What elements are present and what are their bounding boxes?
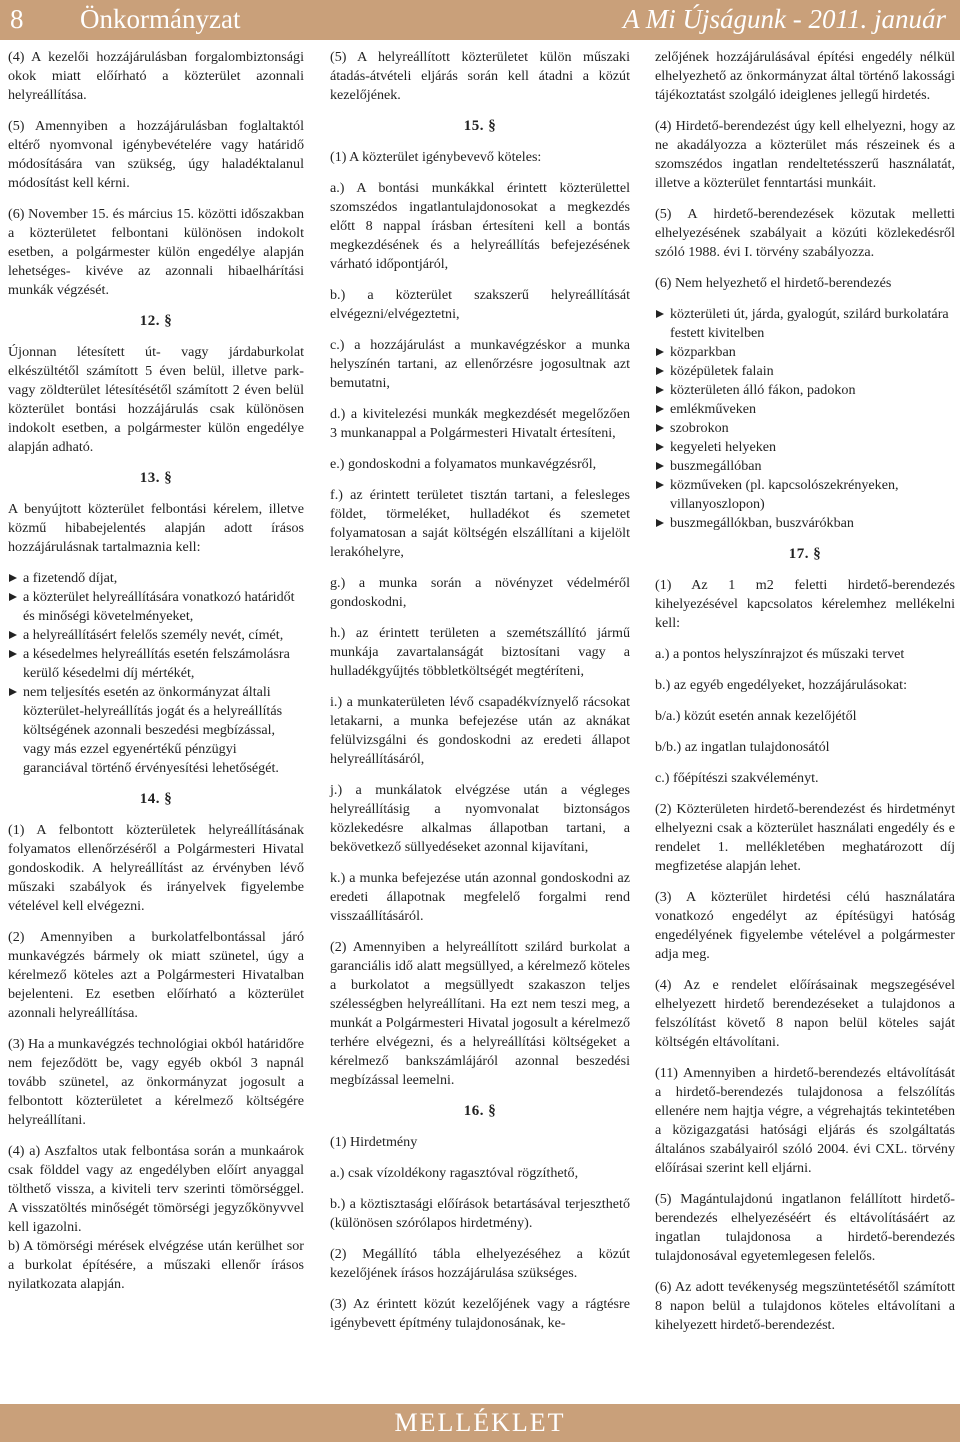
paragraph: (3) Az érintett közút kezelőjének vagy a rágtésre igénybevett építmény tulajdonosának, ke- [330,1296,630,1331]
section-heading-13: 13. § [139,470,173,486]
footer-label: MELLÉKLET [394,1408,566,1437]
list-item: szobrokon [655,419,955,438]
paragraph: e.) gondoskodni a folyamatos munkavégzésről, [330,456,597,472]
paragraph: j.) a munkálatok elvégzése után a végleges helyreállításig a nyomvonalat biztonságos közlekedésre alkalmas állapotban tartani, a bekövetkező süllyedéseket azonnal kijavítani, [330,782,630,855]
list-item: a fizetendő díjat, [8,569,304,588]
paragraph: h.) az érintett területen a szemétszállító jármű munkája zavartalanságát biztosítani vagy a hulladékgyűjtés többletköltségét megtéríteni, [330,625,630,679]
paragraph: a.) A bontási munkákkal érintett közterülettel szomszédos ingatlantulajdonosokat a megkezdés előtt 8 nappal írásban értesíteni kell a bontás megkezdésének és a helyreállítás befejezésének várható időpontjáról, [330,180,630,272]
paragraph: i.) a munkaterületen lévő csapadékvíznyelő rácsokat letakarni, a munka befejezése után az aknákat felülvizsgálni és gondoskodni az eredeti állapot helyreállításáról, [330,694,630,767]
bullet-list [655,305,955,533]
paragraph: b.) a köztisztasági előírások betartásával terjeszthető (különösen szórólapos hirdetmény). [330,1196,630,1231]
list-item: buszmegállóban [655,457,955,476]
paragraph: (5) Magántulajdonú ingatlanon felállított hirdető-berendezés elhelyezéséért és eltávolításáért az ingatlan tulajdonosa a hirdető-berendezés tulajdonosával egyetemlegesen felelős. [655,1191,955,1264]
paragraph: (2) Megállító tábla elhelyezéséhez a közút kezelőjének írásos hozzájárulása szükséges. [330,1246,630,1281]
page-number: 8 [10,4,24,34]
paragraph: (2) Közterületen hirdető-berendezést és hirdetményt elhelyezni csak a közterület használati engedély és e rendelet 1. mellékletében meghatározott díj megfizetése alapján lehet. [655,801,955,874]
paragraph: (1) A felbontott közterületek helyreállításának folyamatos ellenőrzéséről a Polgármesteri Hivatal gondoskodik. A helyreállítást az érvényben lévő műszaki szabályok és irányelvek figyelembe vételével kell elvégezni. [8,822,304,914]
paragraph: d.) a kivitelezési munkák megkezdését megelőzően 3 munkanappal a Polgármesteri Hivatalt értesíteni, [330,406,630,441]
paragraph: a.) a pontos helyszínrajzot és műszaki tervet [655,646,905,662]
section-title: Önkormányzat [80,4,241,34]
page-header [0,0,960,40]
paragraph: b.) a közterület szakszerű helyreállítását elvégezni/elvégeztetni, [330,287,630,322]
paragraph: a.) csak vízoldékony ragasztóval rögzíthető, [330,1165,579,1181]
column-2 [330,48,630,1345]
bullet-list [8,569,304,778]
paragraph: (5) A helyreállított közterületet külön műszaki átadás-átvételi eljárás során kell átadni a közút kezelőjének. [330,49,630,103]
paragraph: (6) Az adott tevékenység megszüntetésétől számított 8 napon belül a tulajdonos köteles eltávolítani a kihelyezett hirdető-berendezést. [655,1279,955,1333]
list-item: kegyeleti helyeken [655,438,955,457]
paragraph: (3) A közterület hirdetési célú használatára vonatkozó engedélyt az építésügyi hatóság engedélyének figyelembe vételével a polgármester adja meg. [655,889,955,962]
list-item: emlékműveken [655,400,955,419]
list-item: közterületi út, járda, gyalogút, szilárd burkolatára festett kivitelben [655,305,955,343]
paragraph: (6) November 15. és március 15. közötti időszakban a közterületet felbontani különösen indokolt esetben, a polgármester külön engedélye alapján lehetséges- kivéve az azonnali hibaelhárítási munkák végzését. [8,206,304,298]
paragraph: b/a.) közút esetén annak kezelőjétől [655,708,857,724]
paragraph: (5) A hirdető-berendezések közutak melletti elhelyezésének szabályait a közúti közlekedésről szóló 1988. évi I. törvény szabályozza. [655,206,955,260]
issue-title: A Mi Újságunk - 2011. január [623,4,946,34]
list-item: nem teljesítés esetén az önkormányzat általi közterület-helyreállítás jogát és a helyreállítás költségének azonnali beszedési megbízással, vagy más ezzel egyenértékű pénzügyi garanciával történő érvényesítési lehetőségét. [8,683,304,778]
paragraph: b) A tömörségi mérések elvégzése után kerülhet sor a burkolat építésére, a műszaki ellenőr írásos nyilatkozata alapján. [8,1238,304,1292]
list-item: közparkban [655,343,955,362]
paragraph: (2) Amennyiben a burkolatfelbontással járó munkavégzés bármely ok miatt szünetel, úgy a kérelmező köteles azt a Polgármesteri Hivatalban bejelenteni. Ez esetben előírható a közterület azonnali helyreállítása. [8,929,304,1021]
list-item: középületek falain [655,362,955,381]
section-heading-12: 12. § [139,313,173,329]
column-3 [655,48,955,1347]
section-heading-17: 17. § [788,546,822,562]
page-footer [0,1404,960,1442]
paragraph: (2) Amennyiben a helyreállított szilárd burkolat a garanciális idő alatt megsüllyed, a kérelmező köteles a burkolatot a megsüllyedt szakaszon teljes szélességben helyreállítani. Ha ezt nem teszi meg, a munkát a Polgármesteri Hivatal jogosult a kérelmező terhére elvégezni, és a helyreállítási költségeket a kérelmező bankszámlájáról azonnal beszedési megbízással leemelni. [330,939,630,1088]
list-item: a helyreállításért felelős személy nevét, címét, [8,626,304,645]
paragraph: k.) a munka befejezése után azonnal gondoskodni az eredeti állapotnak megfelelő forgalmi rend visszaállításáról. [330,870,630,924]
list-item: a közterület helyreállítására vonatkozó határidőt és minőségi követelményeket, [8,588,304,626]
paragraph: (6) Nem helyezhető el hirdető-berendezés [655,275,892,291]
paragraph: (1) Az 1 m2 feletti hirdető-berendezés kihelyezésével kapcsolatos kérelemhez mellékelni kell: [655,577,955,631]
list-item: közműveken (pl. kapcsolószekrényeken, villanyoszlopon) [655,476,955,514]
paragraph: (4) Az e rendelet előírásainak megszegésével elhelyezett hirdető berendezéseket a tulajdonos a felszólítást követő 8 napon belül köteles saját költségén eltávolítani. [655,977,955,1050]
list-item: buszmegállókban, buszvárókban [655,514,955,533]
paragraph: f.) az érintett területet tisztán tartani, a felesleges földet, törmeléket, hulladékot és szemetet folyamatosan a saját költségén elszállítani a kijelölt lerakóhelyre, [330,487,630,560]
paragraph: (4) Hirdető-berendezést úgy kell elhelyezni, hogy az ne akadályozza a közterület más részeinek és a szomszédos ingatlan rendeltetésszerű használatát, illetve a közterület fenntartási munkáit. [655,118,955,191]
section-heading-16: 16. § [463,1103,497,1119]
paragraph: A benyújtott közterület felbontási kérelem, illetve közmű hibabejelentés alapján adott írásos hozzájárulásnak tartalmaznia kell: [8,501,304,555]
paragraph: (11) Amennyiben a hirdető-berendezés eltávolítását a hirdető-berendezés tulajdonosa a felszólítás ellenére nem hajtja végre, a végrehajtás tekintetében a közigazgatási hatósági eljárás és szolgáltatás általános szabályairól szóló 2004. évi CXL. törvény előírásai szerint kell eljárni. [655,1065,955,1176]
paragraph: b/b.) az ingatlan tulajdonosától [655,739,830,755]
paragraph: (1) Hirdetmény [330,1134,418,1150]
paragraph: c.) a hozzájárulást a munkavégzéskor a munka helyszínén tartani, az ellenőrzésre jogosultnak azt bemutatni, [330,337,630,391]
paragraph: b.) az egyéb engedélyeket, hozzájárulásokat: [655,677,907,693]
column-1 [8,48,304,1306]
paragraph: (5) Amennyiben a hozzájárulásban foglaltaktól eltérő nyomvonal igénybevételére vagy határidő módosítására van szükség, úgy haladéktalanul módosítást kell kérni. [8,118,304,191]
section-heading-15: 15. § [463,118,497,134]
paragraph: (4) A kezelői hozzájárulásban forgalombiztonsági okok miatt előírható a közterület azonnali helyreállítása. [8,49,304,103]
paragraph: g.) a munka során a növényzet védelméről gondoskodni, [330,575,630,610]
list-item: a késedelmes helyreállítás esetén felszámolásra kerülő késedelmi díj mértékét, [8,645,304,683]
section-heading-14: 14. § [139,791,173,807]
paragraph: (4) a) Aszfaltos utak felbontása során a munkaárok csak földdel vagy az engedélyben előírt anyaggal tölthető vissza, a kiviteli terv szerinti tömörséggel. A visszatöltés minőségét tömörségi jegyzőkönyvvel kell igazolni. [8,1143,304,1235]
paragraph: zelőjének hozzájárulásával építési engedély nélkül elhelyezhető az önkormányzat által történő lakossági tájékoztatást szolgáló ideiglenes jellegű hirdetés. [655,49,955,103]
paragraph: (3) Ha a munkavégzés technológiai okból határidőre nem fejeződött be, vagy egyéb okból 3 napnál tovább szünetel, az önkormányzat jogosult a felbontott közterületet a kérelmező költségére helyreállítani. [8,1036,304,1128]
list-item: közterületen álló fákon, padokon [655,381,955,400]
paragraph: (1) A közterület igénybevevő köteles: [330,149,542,165]
paragraph: Újonnan létesített út- vagy járdaburkolat elkészültétől számított 5 éven belül, illetve park- vagy zöldterület létesítésétől számított 2 éven belül közterület bontási hozzájárulás csak különösen indokolt esetben, a polgármester külön engedélye alapján adható. [8,344,304,455]
paragraph: c.) főépítészi szakvéleményt. [655,770,819,786]
